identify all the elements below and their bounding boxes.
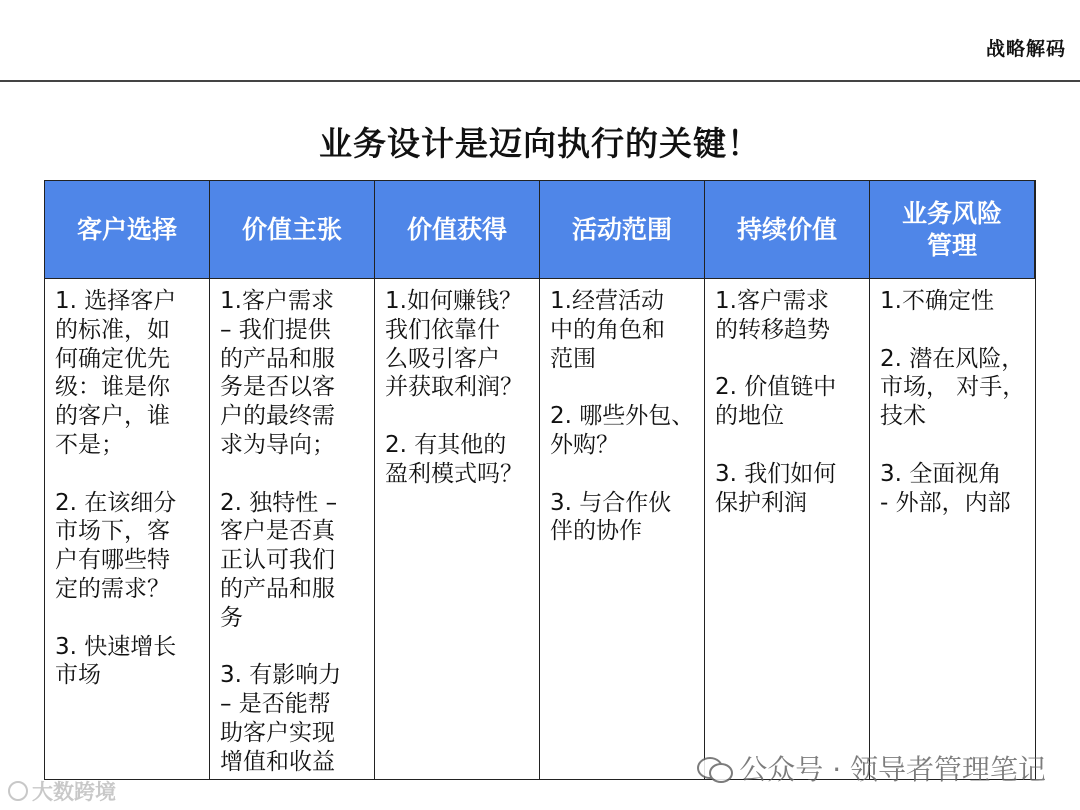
business-design-table bbox=[44, 180, 1036, 780]
column-header-sustained-value: 持续价值 bbox=[705, 181, 870, 279]
wechat-icon bbox=[697, 755, 731, 781]
corner-watermark-text: 大数跨境 bbox=[32, 780, 116, 804]
column-body-value-proposition: 1.客户需求 – 我们提供 的产品和服 务是否以客 户的最终需 求为导向； 2. 独特性 – 客户是否真 正认可我们 的产品和服 务 3. 有影响力 – 是否能帮 助客户实现 增值和收益 bbox=[210, 279, 375, 779]
watermark-text: 公众号 · 领导者管理笔记 bbox=[739, 753, 1046, 786]
header-divider bbox=[0, 80, 1080, 82]
column-body-risk-management: 1.不确定性 2. 潜在风险， 市场， 对手， 技术 3. 全面视角 - 外部，内部 bbox=[880, 288, 1026, 516]
column-body-activity-scope: 1.经营活动 中的角色和 范围 2. 哪些外包、 外购？ 3. 与合作伙 伴的协作 bbox=[540, 279, 705, 779]
section-label: 战略解码 bbox=[985, 38, 1066, 60]
column-body-sustained-value: 1.客户需求 的转移趋势 2. 价值链中 的地位 3. 我们如何 保护利润 bbox=[705, 279, 870, 779]
column-body-value-capture: 1.如何赚钱？ 我们依靠什 么吸引客户 并获取利润？ 2. 有其他的 盈利模式吗？ bbox=[375, 279, 540, 779]
column-header-value-proposition: 价值主张 bbox=[210, 181, 375, 279]
column-header-value-capture: 价值获得 bbox=[375, 181, 540, 279]
logo-ring-icon bbox=[8, 781, 28, 801]
column-header-customer-selection: 客户选择 bbox=[45, 181, 210, 279]
column-body-customer-selection: 1. 选择客户 的标准，如 何确定优先 级：谁是你 的客户，谁 不是； 2. 在该细分 市场下，客 户有哪些特 定的需求？ 3. 快速增长 市场 bbox=[45, 279, 210, 779]
watermark bbox=[697, 748, 1046, 788]
slide-title: 业务设计是迈向执行的关键！ bbox=[319, 124, 761, 163]
column-header-risk-management: 业务风险 管理 bbox=[870, 181, 1035, 279]
column-header-activity-scope: 活动范围 bbox=[540, 181, 705, 279]
corner-watermark bbox=[8, 776, 116, 806]
